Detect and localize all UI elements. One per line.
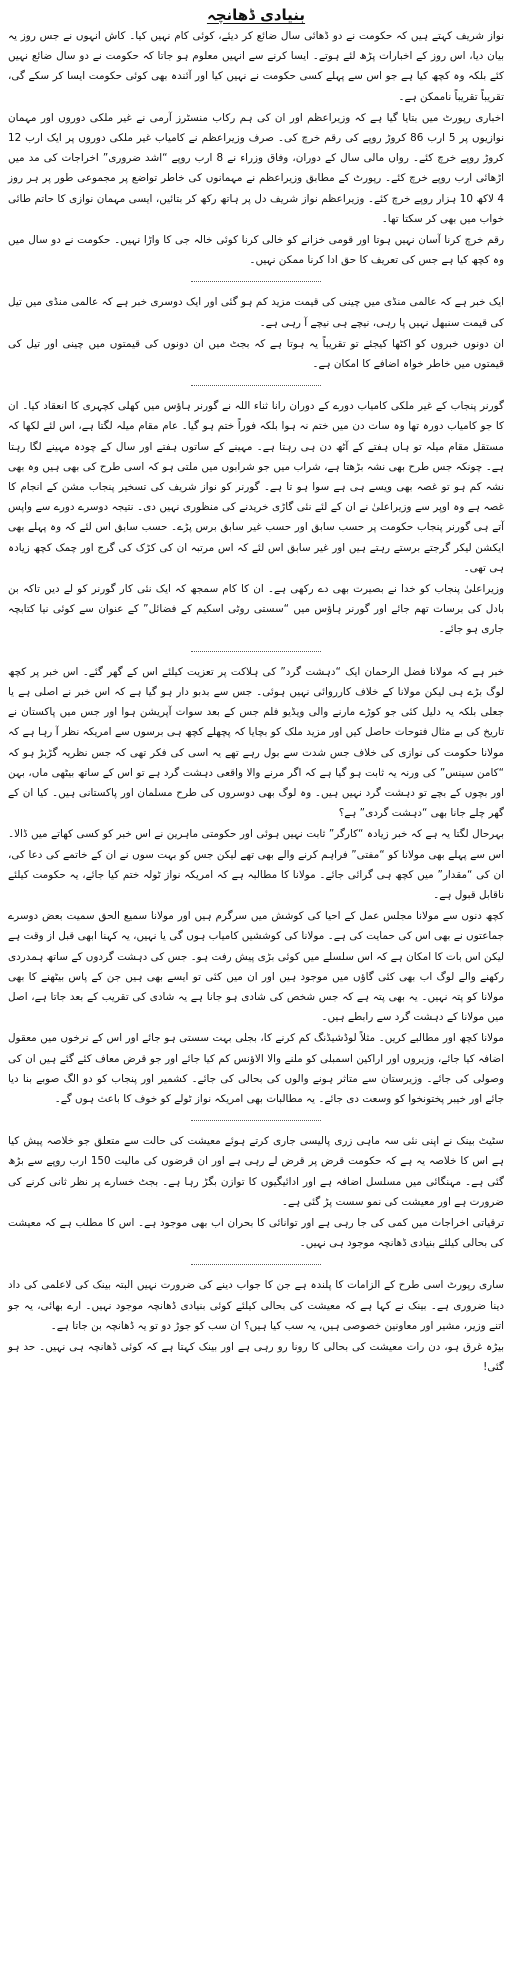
paragraph: گورنر پنجاب کے غیر ملکی کامیاب دورے کے دوران رانا ثناء اللہ نے گورنر ہاؤس میں کھلی کچہری کا انعقاد کیا۔ ان کا جو کامیاب دورہ تھا وہ سات دن میں ختم نہ ہوا بلکہ فوراً ختم ہو گیا۔ عام مقام میلہ لگتا ہے، اس لئے لکھا کہ مستقل مقام میلہ تو ہاں ہفتے کے آٹھ دن ہی رہتا ہے۔ مہینے کے ساتوں ہفتے اور سال کے چودہ مہینے لگا رہتا ہے۔ چونکہ جس طرح بھی نشہ بڑھتا ہے، شراب میں جو شرابوں میں ملتی ہو کہ اسی طرح کی بھی ہیں وہ بھی نشہ کم ہو تو غصہ بھی ویسے ہی ہے سوا ہو تا ہے۔ گورنر کو نواز شریف کی تسخیر پنجاب مشن کے انجام کا غصہ ہے وہ اوپر سے وزیراعلیٰ نے ان کے لئے نئی گاڑی خریدنے کی منظوری نہیں دی۔ نتیجہ دوسرے دورے سے واپس آتے ہی گورنر پنجاب حکومت پر حسب سابق اور حسب غیر سابق برس پڑے۔ حسب سابق اس لئے کہ وہ پہلے بھی ایکشن لیکر گرجتے برستے رہتے ہیں اور غیر سابق اس لئے کہ اس مرتبہ ان کی کڑک کی گرج اور چمک کچھ زیادہ ہی تھی۔ — [8, 400, 504, 574]
article-section — [8, 292, 504, 374]
paragraph: کچھ دنوں سے مولانا مجلس عمل کے احیا کی کوشش میں سرگرم ہیں اور مولانا سمیع الحق سمیت بعض دوسرے جماعتوں نے بھی اس کی حمایت کی ہے۔ مولانا کی کوششیں کامیاب ہوں گی یا نہیں، یہ کہنا ابھی قبل از وقت ہے لیکن اس بات کا امکان ہے کہ اس سلسلے میں کوئی بڑی پیش رفت ہو۔ جس کی دہشت گردوں کے ساتھ ہمدردی رکھنے والے لوگ اب بھی کئی گاؤں میں موجود ہیں اور ان میں کئی تو ایسے بھی ہیں جن کے پاس بیٹھنے کا بھی مولانا کو پتہ نہیں۔ یہ بھی پتہ ہے کہ جس شخص کی شادی ہو جانا ہے یہ شادی کی تقریب کے بعد جاتا ہے، اصل میں مولانا کے دہشت گرد سے رابطے ہیں۔ — [8, 910, 504, 1024]
article-body — [8, 26, 504, 1377]
article-section — [8, 1131, 504, 1253]
paragraph: بیڑہ غرق ہو، دن رات معیشت کی بحالی کا رونا رو رہی ہے اور بینک کہتا ہے کہ کوئی ڈھانچہ ہی نہیں۔ حد ہو گئی! — [8, 1340, 504, 1374]
paragraph: ان دونوں خبروں کو اکٹھا کیجئے تو تقریباً یہ ہوتا ہے کہ بجٹ میں ان دونوں کی قیمتوں میں چینی اور تیل کی قیمتوں میں خاطر خواہ اضافے کا امکان ہے۔ — [8, 337, 504, 371]
paragraph: اخباری رپورٹ میں بتایا گیا ہے کہ وزیراعظم اور ان کی ہم رکاب منسٹرز آرمی نے غیر ملکی دوروں اور مہمان نوازیوں پر 5 ارب 86 کروڑ روپے کی رقم خرچ کی۔ صرف وزیراعظم نے کامیاب غیر ملکی دوروں پر ایک ارب 12 کروڑ روپے خرچ کئے۔ رواں مالی سال کے دوران، وفاق وزراء نے 8 ارب روپے “اشد ضروری” اخراجات کی مد میں اڑھائی ارب روپے خرچ کئے۔ رپورٹ کے مطابق وزیراعظم نے مہمانوں کی خاطر تواضع پر مجموعی طور پر ہر روز 4 لاکھ 10 ہزار روپے خرچ کئے۔ وزیراعظم نواز شریف دل پر ہاتھ رکھ کر بتائیں، ایسی مہمان نوازی کا حاتم طائی خواب میں بھی کر سکتا تھا۔ — [8, 111, 505, 225]
paragraph: نواز شریف کہتے ہیں کہ حکومت نے دو ڈھائی سال ضائع کر دیئے، کوئی کام نہیں کیا۔ کاش انہوں نے جس روز یہ بیان دیا، اس روز کے اخبارات پڑھ لئے ہوتے۔ ایسا کرنے سے انہیں معلوم ہو جاتا کہ حکومت نے دو سال ضائع نہیں کئے بلکہ وہ کچھ کیا ہے جو اس سے پہلے کسی حکومت نے نہیں کیا اور آئندہ بھی کوئی حکومت ایسا کر سکے گی، تقریباً تقریباً ناممکن ہے۔ — [8, 30, 504, 103]
article-section — [8, 1275, 504, 1377]
article-section — [8, 662, 504, 1109]
paragraph: وزیراعلیٰ پنجاب کو خدا نے بصیرت بھی دے رکھی ہے۔ ان کا کام سمجھ کہ ایک نئی کار گورنر کو لے دیں تاکہ بن بادل کی برسات تھم جائے اور گورنر ہاؤس میں “سستی روٹی اسکیم کے فضائل” کے عنوان سے کوئی نیا کتابچہ جاری ہو جائے۔ — [8, 583, 504, 636]
article-page — [8, 0, 504, 1377]
article-section — [8, 26, 504, 270]
paragraph: رقم خرچ کرنا آسان نہیں ہوتا اور قومی خزانے کو خالی کرنا کوئی خالہ جی کا واڑا نہیں۔ حکومت نے دو سال میں وہ کچھ کیا ہے جس کی تعریف کا حق ادا کرنا ممکن نہیں۔ — [8, 234, 504, 267]
paragraph: سٹیٹ بینک نے اپنی نئی سہ ماہی زری پالیسی جاری کرتے ہوئے معیشت کی حالت سے متعلق جو خلاصہ پیش کیا ہے اس کا خلاصہ یہ ہے کہ حکومت قرض پر قرض لے رہی ہے اور ان قرضوں کی مالیت 150 ارب روپے سے بڑھ گئی ہے۔ مہنگائی میں مسلسل اضافہ ہے اور ادائیگیوں کا توازن بگڑ رہا ہے۔ بجٹ خسارے پر نظر ثانی کرنے کی ضرورت ہے اور معیشت کی نمو سست پڑ گئی ہے۔ — [8, 1135, 504, 1208]
section-divider — [191, 385, 321, 386]
paragraph: مولانا کچھ اور مطالبے کریں۔ مثلاً لوڈشیڈنگ کم کرنے کا، بجلی بہت سستی ہو جائے اور اس کے نرخوں میں معقول اضافہ کیا جائے، وزیروں اور اراکین اسمبلی کو ملنے والا الاؤنس کم کیا جائے اور جو قرض معاف کئے گئے ہیں ان کی وصولی کی جائے۔ وزیرستان سے متاثر ہونے والوں کی بحالی کی جائے۔ کشمیر اور پنجاب کو دو الگ صوبے بنا دیا جائے اور خیبر پختونخوا کو وسعت دی جائے۔ یہ مطالبات بھی امریکہ نواز ٹولے کو خوف کا باعث ہوں گے۔ — [8, 1032, 504, 1105]
section-divider — [191, 1120, 321, 1121]
article-title: بنیادی ڈھانچہ — [206, 6, 306, 24]
paragraph: ساری رپورٹ اسی طرح کے الزامات کا پلندہ ہے جن کا جواب دینے کی ضرورت نہیں البتہ بینک کی لاعلمی کی داد دینا ضروری ہے۔ بینک نے کہا ہے کہ معیشت کی بحالی کیلئے کوئی بنیادی ڈھانچہ موجود نہیں۔ ارے بھائی، یہ جو اتنے وزیر، مشیر اور معاونین خصوصی ہیں، یہ سب کیا ہیں؟ ان سب کو جوڑ دو تو یہ ڈھانچہ بن جاتا ہے۔ — [8, 1279, 504, 1332]
section-divider — [191, 651, 321, 652]
paragraph: خبر ہے کہ مولانا فضل الرحمان ایک “دہشت گرد” کی ہلاکت پر تعزیت کیلئے اس کے گھر گئے۔ اس خبر پر کچھ لوگ بڑے ہی لیکن مولانا کے خلاف کارروائی نہیں ہوئی۔ جس سے بدبو دار ہو گیا ہے کہ اس خبر نے اصلی ہے یا جعلی بلکہ یہ دلیل کئی جو کوڑے مارنے والی ویڈیو فلم جس کے بعد سوات آپریشن ہوا اور جس میں پاکستان نے تاریخ کی بے مثال فتوحات حاصل کیں اور مزید ملک کو بچایا کہ پچھلے کچھ ہی برسوں سے امریکہ نظر آ رہا ہے کہ مولانا حکومت کی نوازی کی خلاف جس شدت سے بول رہے تھے یہ اسی کی فکر تھی کہ جس نظریہ گڑبڑ ہو کہ “کامن سینس” کی ورنہ یہ ثابت ہو گیا ہے کہ اگر مرنے والا واقعی دہشت گرد ہے تو اس کے ساتھ بیٹھی ماں، بہن اور بچوں کے بچے تو دہشت گرد نہیں ہیں۔ وہ لوگ بھی دوسروں کی طرح مسلمان اور پاکستانی ہیں۔ کیا ان کے گھر چلے جانا بھی “دہشت گردی” ہے؟ — [8, 665, 504, 820]
section-divider — [191, 281, 321, 282]
section-divider — [191, 1264, 321, 1265]
article-section — [8, 396, 504, 639]
paragraph: بہرحال لگتا یہ ہے کہ خبر زیادہ “کارگر” ثابت نہیں ہوئی اور حکومتی ماہرین نے اس خبر کو کسی کھاتے میں ڈالا۔ اس سے پہلے بھی مولانا کو “مفتی” فراہم کرنے والے بھی تھے لیکن جس کو بہت سوں نے ان کے خاتمے کی دعا کی، ان کی “مقدار” میں کچھ ہی گرائی جائے۔ مولانا کا مطالبہ ہے کہ امریکہ نواز ٹولہ ختم کیا جائے، یہ حکومت کیلئے ناقابل قبول ہے۔ — [8, 828, 504, 901]
paragraph: ایک خبر ہے کہ عالمی منڈی میں چینی کی قیمت مزید کم ہو گئی اور ایک دوسری خبر ہے کہ عالمی منڈی میں تیل کی قیمت سنبھل نہیں پا رہی، نیچے ہی نیچے آ رہی ہے۔ — [8, 296, 504, 329]
paragraph: ترقیاتی اخراجات میں کمی کی جا رہی ہے اور توانائی کا بحران اب بھی موجود ہے۔ اس کا مطلب ہے کہ معیشت کی بحالی کیلئے بنیادی ڈھانچہ موجود ہی نہیں۔ — [8, 1216, 504, 1250]
